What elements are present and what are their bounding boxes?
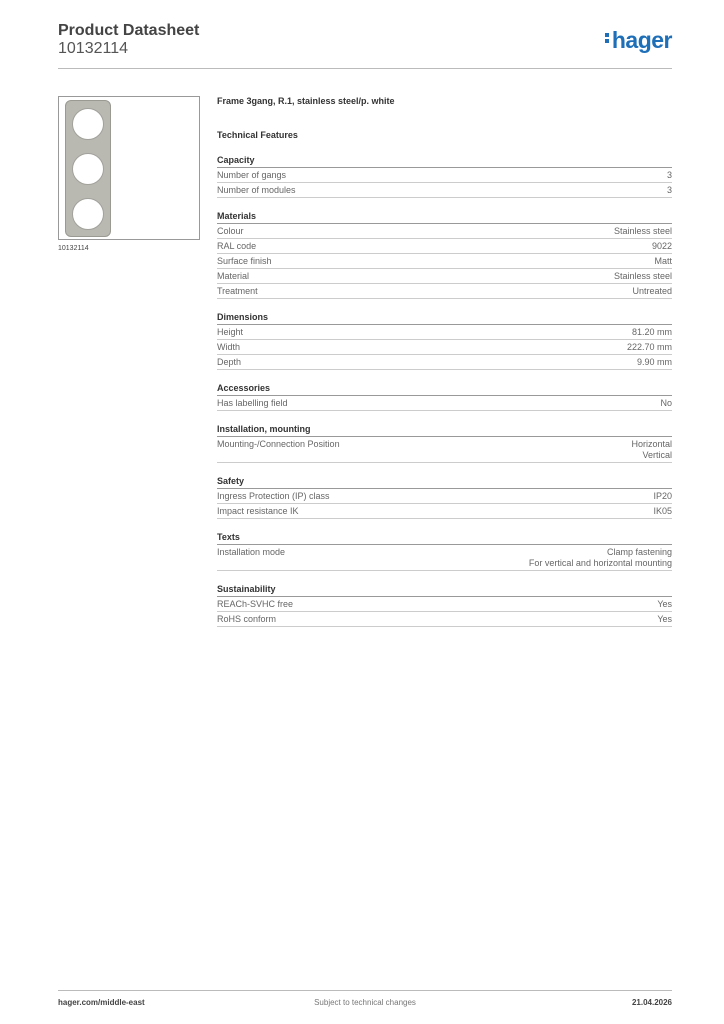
spec-row (217, 340, 672, 355)
spec-row (217, 284, 672, 299)
spec-row (217, 254, 672, 269)
spec-label: Number of modules (217, 185, 296, 195)
spec-label: Width (217, 342, 241, 352)
spec-value (667, 170, 672, 181)
spec-value-line: 81.20 mm (631, 327, 672, 337)
spec-label: Number of gangs (217, 170, 287, 180)
spec-row (217, 239, 672, 254)
spec-row (217, 224, 672, 239)
spec-value (614, 271, 672, 282)
spec-value (637, 357, 672, 368)
spec-value-line: No (660, 398, 672, 408)
spec-label: RoHS conform (217, 614, 277, 624)
frame-opening-2 (72, 153, 104, 185)
spec-row (217, 325, 672, 340)
spec-section (217, 532, 672, 571)
section-title: Capacity (217, 155, 672, 168)
spec-row (217, 183, 672, 198)
spec-label: Mounting-/Connection Position (217, 439, 340, 449)
spec-label: Ingress Protection (IP) class (217, 491, 330, 501)
spec-value (657, 599, 672, 610)
spec-value-line: Vertical (642, 450, 672, 460)
spec-section (217, 211, 672, 299)
spec-row (217, 612, 672, 627)
section-title: Installation, mounting (217, 424, 672, 437)
spec-row (217, 269, 672, 284)
spec-value (631, 439, 672, 461)
spec-label: Impact resistance IK (217, 506, 299, 516)
spec-row (217, 355, 672, 370)
spec-value-line: Stainless steel (613, 271, 672, 281)
spec-label: Height (217, 327, 244, 337)
spec-value (660, 398, 672, 409)
spec-row (217, 597, 672, 612)
page-header (58, 22, 672, 58)
product-name: Frame 3gang, R.1, stainless steel/p. white (217, 96, 395, 106)
frame-plate-graphic (65, 100, 111, 237)
spec-value (654, 256, 672, 267)
section-title: Dimensions (217, 312, 672, 325)
spec-value-line: 9022 (651, 241, 672, 251)
frame-opening-3 (72, 198, 104, 230)
spec-value-line: 9.90 mm (636, 357, 672, 367)
footer-date: 21.04.2026 (631, 998, 672, 1007)
spec-value (667, 185, 672, 196)
spec-row (217, 545, 672, 571)
spec-value-line: Clamp fastening (606, 547, 672, 557)
spec-value-line: IP20 (653, 491, 672, 501)
section-title: Materials (217, 211, 672, 224)
page-title: Product Datasheet (58, 22, 200, 39)
spec-value-line: Yes (657, 599, 672, 609)
spec-section (217, 476, 672, 519)
footer-divider (58, 990, 672, 991)
spec-value-line: 3 (666, 170, 672, 180)
spec-section (217, 424, 672, 463)
spec-section (217, 383, 672, 411)
header-divider (58, 68, 672, 69)
spec-label: Has labelling field (217, 398, 288, 408)
spec-sections (217, 155, 672, 627)
spec-value (632, 327, 672, 338)
footer-notice: Subject to technical changes (314, 998, 416, 1007)
section-title: Sustainability (217, 584, 672, 597)
hager-logo (605, 27, 672, 53)
technical-features-title: Technical Features (217, 130, 298, 140)
spec-value (652, 241, 672, 252)
spec-value (632, 286, 672, 297)
spec-value (657, 614, 672, 625)
specifications (217, 96, 672, 627)
spec-label: REACh-SVHC free (217, 599, 294, 609)
spec-label: Colour (217, 226, 244, 236)
logo-dots-icon (605, 31, 610, 45)
image-caption: 10132114 (58, 245, 89, 252)
spec-row (217, 168, 672, 183)
spec-value (653, 491, 672, 502)
spec-label: Treatment (217, 286, 258, 296)
spec-value-line: Untreated (632, 286, 672, 296)
spec-row (217, 396, 672, 411)
spec-value-line: Yes (657, 614, 672, 624)
spec-row (217, 437, 672, 463)
spec-label: Installation mode (217, 547, 286, 557)
product-image (58, 96, 200, 240)
spec-value-line: For vertical and horizontal mounting (528, 558, 672, 568)
spec-section (217, 155, 672, 198)
spec-row (217, 489, 672, 504)
logo-text: hager (611, 27, 672, 53)
spec-label: Surface finish (217, 256, 272, 266)
spec-value (653, 506, 672, 517)
section-title: Texts (217, 532, 672, 545)
spec-row (217, 504, 672, 519)
footer-website[interactable]: hager.com/middle-east (58, 998, 145, 1007)
section-title: Accessories (217, 383, 672, 396)
spec-label: RAL code (217, 241, 257, 251)
spec-value (529, 547, 672, 569)
spec-section (217, 312, 672, 370)
spec-value-line: Matt (654, 256, 672, 266)
spec-value-line: 3 (666, 185, 672, 195)
spec-label: Depth (217, 357, 242, 367)
spec-value (627, 342, 672, 353)
spec-value (614, 226, 672, 237)
spec-section (217, 584, 672, 627)
spec-value-line: 222.70 mm (626, 342, 672, 352)
spec-value-line: Stainless steel (613, 226, 672, 236)
spec-value-line: IK05 (653, 506, 672, 516)
spec-value-line: Horizontal (631, 439, 672, 449)
spec-label: Material (217, 271, 250, 281)
frame-opening-1 (72, 108, 104, 140)
product-number: 10132114 (58, 40, 128, 57)
section-title: Safety (217, 476, 672, 489)
